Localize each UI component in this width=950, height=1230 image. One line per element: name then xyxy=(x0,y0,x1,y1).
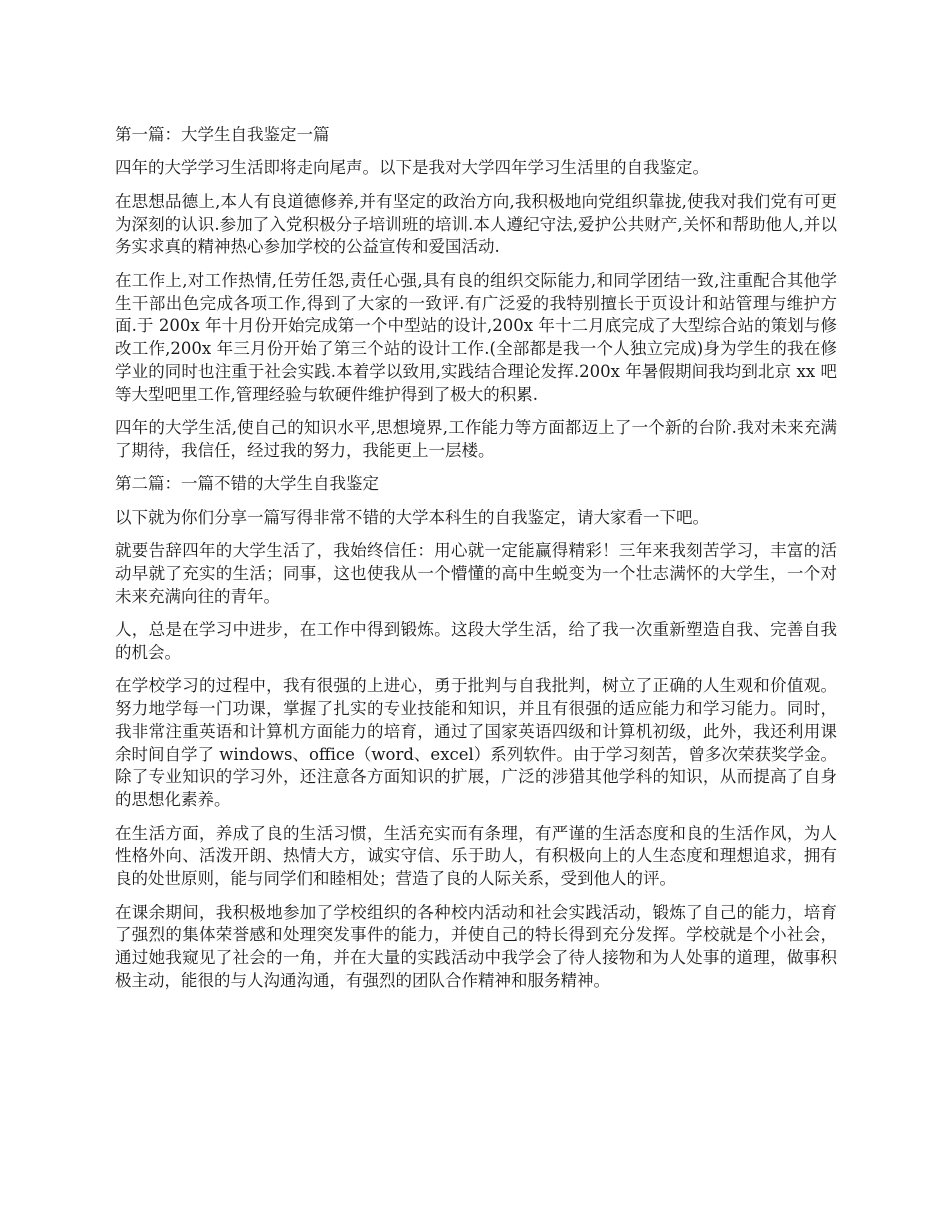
paragraph: 人，总是在学习中进步，在工作中得到锻炼。这段大学生活，给了我一次重新塑造自我、完善自我的机会。 xyxy=(115,620,837,662)
paragraph: 四年的大学生活,使自己的知识水平,思想境界,工作能力等方面都迈上了一个新的台阶.我对未来充满了期待，我信任，经过我的努力，我能更上一层楼。 xyxy=(115,418,837,460)
paragraph: 以下就为你们分享一篇写得非常不错的大学本科生的自我鉴定，请大家看一下吧。 xyxy=(115,507,709,527)
paragraph: 四年的大学学习生活即将走向尾声。以下是我对大学四年学习生活里的自我鉴定。 xyxy=(115,158,709,178)
paragraph: 在思想品德上,本人有良道德修养,并有坚定的政治方向,我积极地向党组织靠拢,使我对我们党有可更为深刻的认识.参加了入党积极分子培训班的培训.本人遵纪守法,爱护公共财产,关怀和帮助他人,并以务实求真的精神热心参加学校的公益宣传和爱国活动. xyxy=(115,191,837,257)
section-2 xyxy=(115,473,837,993)
paragraph: 在课余期间，我积极地参加了学校组织的各种校内活动和社会实践活动，锻炼了自己的能力，培育了强烈的集体荣誉感和处理突发事件的能力，并使自己的特长得到充分发挥。学校就是个小社会，通过她我窥见了社会的一角，并在大量的实践活动中我学会了待人接物和为人处事的道理，做事积极主动，能很的与人沟通沟通，有强烈的团队合作精神和服务精神。 xyxy=(115,902,837,991)
section-title: 第二篇：一篇不错的大学生自我鉴定 xyxy=(115,474,379,494)
paragraph: 在工作上,对工作热情,任劳任怨,责任心强,具有良的组织交际能力,和同学团结一致,注重配合其他学生干部出色完成各项工作,得到了大家的一致评.有广泛爱的我特别擅长于页设计和站管理与维护方面.于 200x 年十月份开始完成第一个中型站的设计,200x 年十二月底完成了大型综合站的策划与修改工作,200x 年三月份开始了第三个站的设计工作.(全部都是我一个人独立完成)身为学生的我在修学业的同时也注重于社会实践.本着学以致用,实践结合理论发挥.200x 年暑假期间我均到北京 xx 吧等大型吧里工作,管理经验与软硬件维护得到了极大的积累. xyxy=(115,270,837,404)
document-page xyxy=(115,124,837,1003)
paragraph: 在学校学习的过程中，我有很强的上进心，勇于批判与自我批判，树立了正确的人生观和价值观。努力地学每一门功课，掌握了扎实的专业技能和知识，并且有很强的适应能力和学习能力。同时，我非常注重英语和计算机方面能力的培育，通过了国家英语四级和计算机初级，此外，我还利用课余时间自学了 windows、office（word、excel）系列软件。由于学习刻苦，曾多次荣获奖学金。除了专业知识的学习外，还注意各方面知识的扩展，广泛的涉猎其他学科的知识，从而提高了自身的思想化素养。 xyxy=(115,676,837,810)
section-1 xyxy=(115,124,837,463)
section-title: 第一篇：大学生自我鉴定一篇 xyxy=(115,125,330,144)
paragraph: 在生活方面，养成了良的生活习惯，生活充实而有条理，有严谨的生活态度和良的生活作风，为人性格外向、活泼开朗、热情大方，诚实守信、乐于助人，有积极向上的人生态度和理想追求，拥有良的处世原则，能与同学们和睦相处；营造了良的人际关系，受到他人的评。 xyxy=(115,823,837,889)
paragraph: 就要告辞四年的大学生活了，我始终信任：用心就一定能赢得精彩！三年来我刻苦学习，丰富的活动早就了充实的生活；同事，这也使我从一个懵懂的高中生蜕变为一个壮志满怀的大学生，一个对未来充满向往的青年。 xyxy=(115,541,837,606)
